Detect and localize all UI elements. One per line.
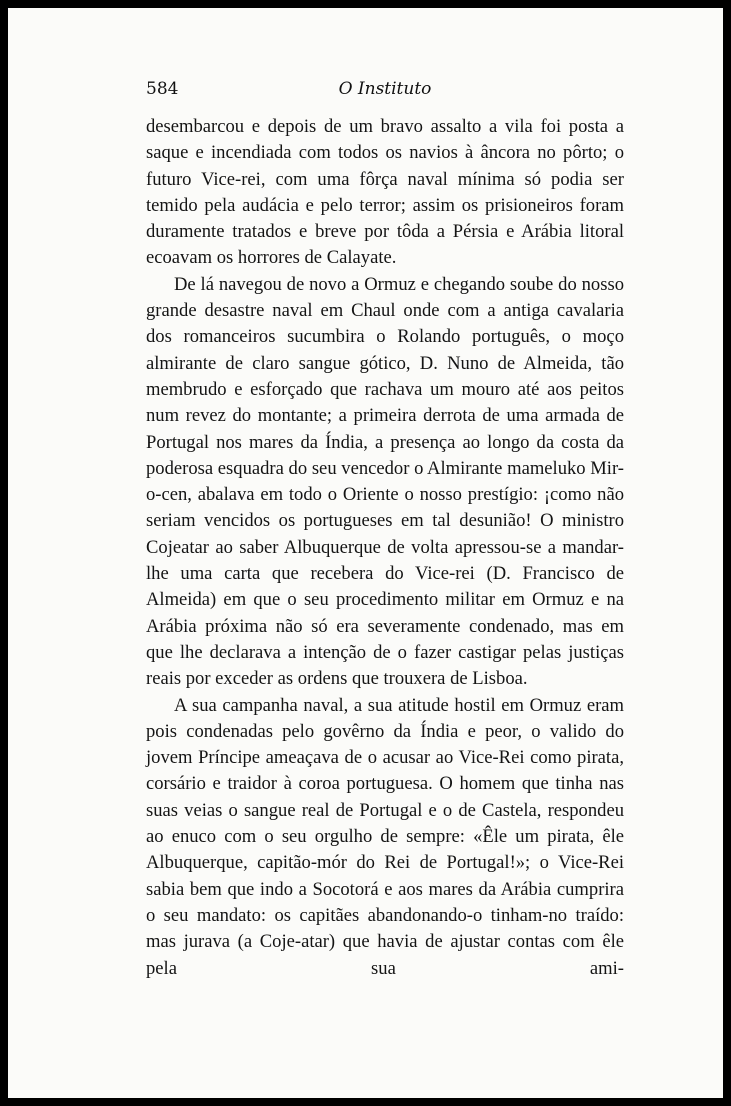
paragraph-3: A sua campanha naval, a sua atitude hostil em Ormuz eram pois condenadas pelo govêrno da Índia e peor, o valido do jovem Príncipe ameaçava de o acusar ao Vice-Rei como pirata, corsário e traidor à coroa portuguesa. O homem que tinha nas suas veias o sangue real de Portugal e o de Castela, respondeu ao enuco com o seu orgulho de sempre: «Êle um pirata, êle Albuquerque, capitão-mór do Rei de Portugal!»; o Vice-Rei sabia bem que indo a Socotorá e aos mares da Arábia cumprira o seu mandato: os capitães abandonando-o tinham-no traído: mas jurava (a Coje-atar) que havia de ajustar contas com êle pela sua ami- xyxy=(146,694,624,979)
body-text xyxy=(146,114,624,982)
page-header xyxy=(146,74,624,104)
running-title: O Instituto xyxy=(338,79,432,99)
page-number: 584 xyxy=(146,79,179,99)
paragraph-1: desembarcou e depois de um bravo assalto a vila foi posta a saque e incendiada com todos os navios à âncora no pôrto; o futuro Vice-rei, com uma fôrça naval mínima só podia ser temido pela audácia e pelo terror; assim os prisioneiros foram duramente tratados e breve por tôda a Pérsia e Arábia litoral ecoavam os horrores de Calayate. xyxy=(146,116,624,269)
book-page xyxy=(8,8,723,1098)
paragraph-2: De lá navegou de novo a Ormuz e chegando soube do nosso grande desastre naval em Chaul onde com a antiga cavalaria dos romanceiros sucumbira o Rolando português, o moço almirante de claro sangue gótico, D. Nuno de Almeida, tão membrudo e esforçado que rachava um mouro até aos peitos num revez do montante; a primeira derrota de uma armada de Portugal nos mares da Índia, a presença ao longo da costa da poderosa esquadra do seu vencedor o Almirante mameluko Mir-o-cen, abalava em todo o Oriente o nosso prestígio: ¡como não seriam vencidos os portugueses em tal desunião! O ministro Cojeatar ao saber Albuquerque de volta apressou-se a mandar-lhe uma carta que recebera do Vice-rei (D. Francisco de Almeida) em que o seu procedimento militar em Ormuz e na Arábia próxima não só era severamente condenado, mas em que lhe declarava a intenção de o fazer castigar pelas justiças reais por exceder as ordens que trouxera de Lisboa. xyxy=(146,273,624,690)
